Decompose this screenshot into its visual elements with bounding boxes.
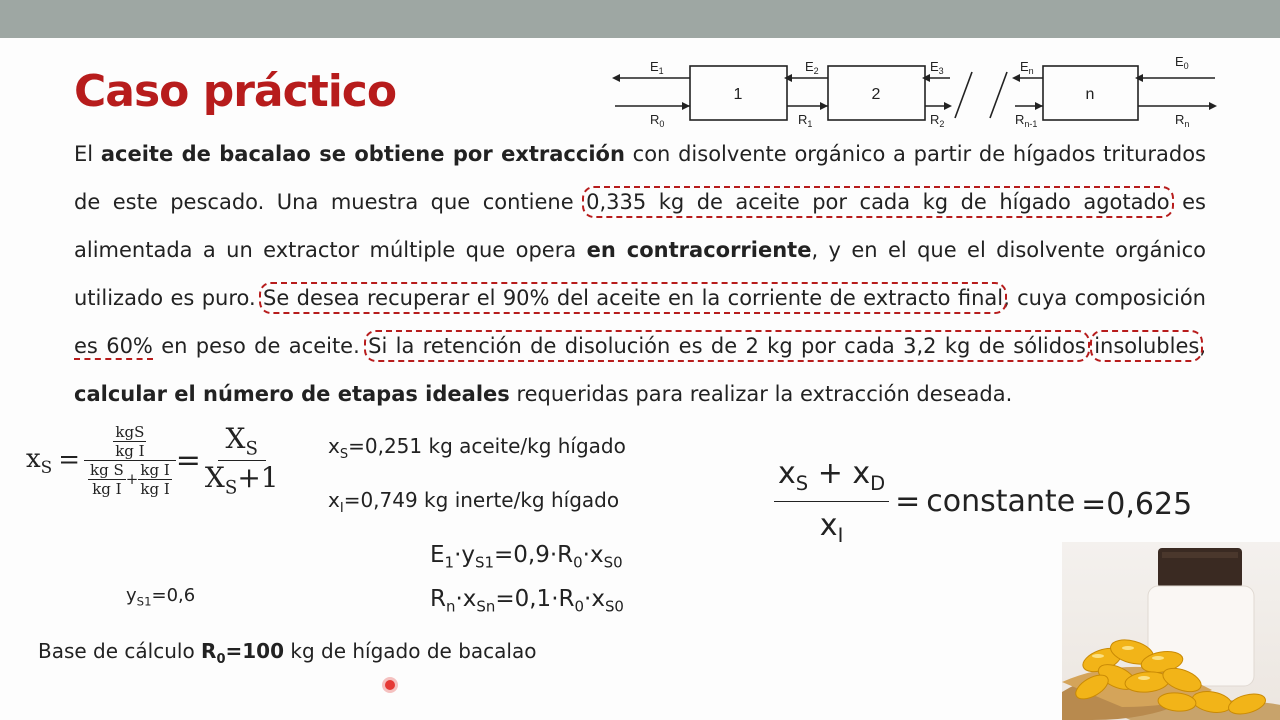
- raffinate-balance: $R_n\cdot x_{Sn}=0,1\cdot R_0\cdot x_{S0}$: [430, 586, 624, 616]
- label-r0: $R_0$: [650, 112, 665, 129]
- top-bar: [0, 0, 1280, 38]
- label-r1: $R_1$: [798, 112, 813, 129]
- label-e3: $E_3$: [930, 59, 944, 76]
- xs-value: $x_S=0,251$ kg aceite/kg hígado: [328, 434, 626, 462]
- label-en: $E_n$: [1020, 59, 1034, 76]
- extract-balance: $E_1\cdot y_{S1}=0,9\cdot R_0\cdot x_{S0}$: [430, 542, 623, 572]
- underline-extract-composition: es 60%: [74, 334, 153, 358]
- laser-pointer: [385, 680, 395, 690]
- xs-formula: $x_S$ = $\frac{\text{kgS}}{\text{kg I}}$ $\frac{\text{kg S}}{\text{kg I}}$ + $\frac{\text{kg I}}{\text{kg I}}$ = $\frac{X_S}{X_S+1}$: [26, 422, 279, 499]
- highlight-feed-composition: 0,335 kg de aceite por cada kg de hígado agotado: [586, 190, 1170, 214]
- stage-n-label: n: [1085, 86, 1095, 103]
- xs-lhs: $x_S$: [26, 443, 53, 477]
- highlight-recovery: Se desea recuperar el 90% del aceite en la corriente de extracto final: [263, 286, 1004, 310]
- label-e0: $E_0$: [1175, 54, 1189, 71]
- stage-2-label: 2: [871, 86, 881, 103]
- highlight-retention: Si la retención de disolución es de 2 kg por cada 3,2 kg de sólidos: [368, 334, 1086, 358]
- label-e1: $E_1$: [650, 59, 664, 76]
- label-e2: $E_2$: [805, 59, 819, 76]
- extractor-diagram: [610, 52, 1230, 134]
- highlight-insolubles: insolubles: [1094, 334, 1200, 358]
- xi-value: $x_I=0,749$ kg inerte/kg hígado: [328, 488, 620, 516]
- stage-1-label: 1: [733, 86, 743, 103]
- label-rn: $R_n$: [1175, 112, 1190, 129]
- constant-ratio: $\frac{x_S + x_D}{x_I}$ = constante =0,625: [774, 456, 1192, 547]
- xs-ratio: $\frac{X_S}{X_S+1}$: [204, 422, 279, 499]
- label-r2: $R_2$: [930, 112, 945, 129]
- ys1-value: $y_{S1}=0,6$: [126, 585, 196, 609]
- label-rn1: $R_{n-1}$: [1015, 112, 1038, 129]
- xs-fraction: $\frac{\text{kgS}}{\text{kg I}}$ $\frac{\text{kg S}}{\text{kg I}}$ + $\frac{\text{kg I}}{\text{kg I}}$: [86, 423, 174, 498]
- slide-title: Caso práctico: [74, 66, 397, 117]
- calculation-basis: Base de cálculo $R_0=100$ kg de hígado de bacalao: [38, 639, 537, 667]
- cod-liver-oil-photo: [1062, 542, 1280, 720]
- problem-statement: El aceite de bacalao se obtiene por extracción con disolvente orgánico a partir de hígados triturados de este pescado. Una muestra que contiene 0,335 kg de aceite por cada kg de hígado agotado es alimentada a un extractor múltiple que opera en contracorriente, y en el que el disolvente orgánico utilizado es puro. Se desea recuperar el 90% del aceite en la corriente de extracto final, cuya composición es 60% en peso de aceite. Si la retención de disolución es de 2 kg por cada 3,2 kg de sólidos insolubles, calcular el número de etapas ideales requeridas para realizar la extracción deseada.: [74, 142, 1207, 406]
